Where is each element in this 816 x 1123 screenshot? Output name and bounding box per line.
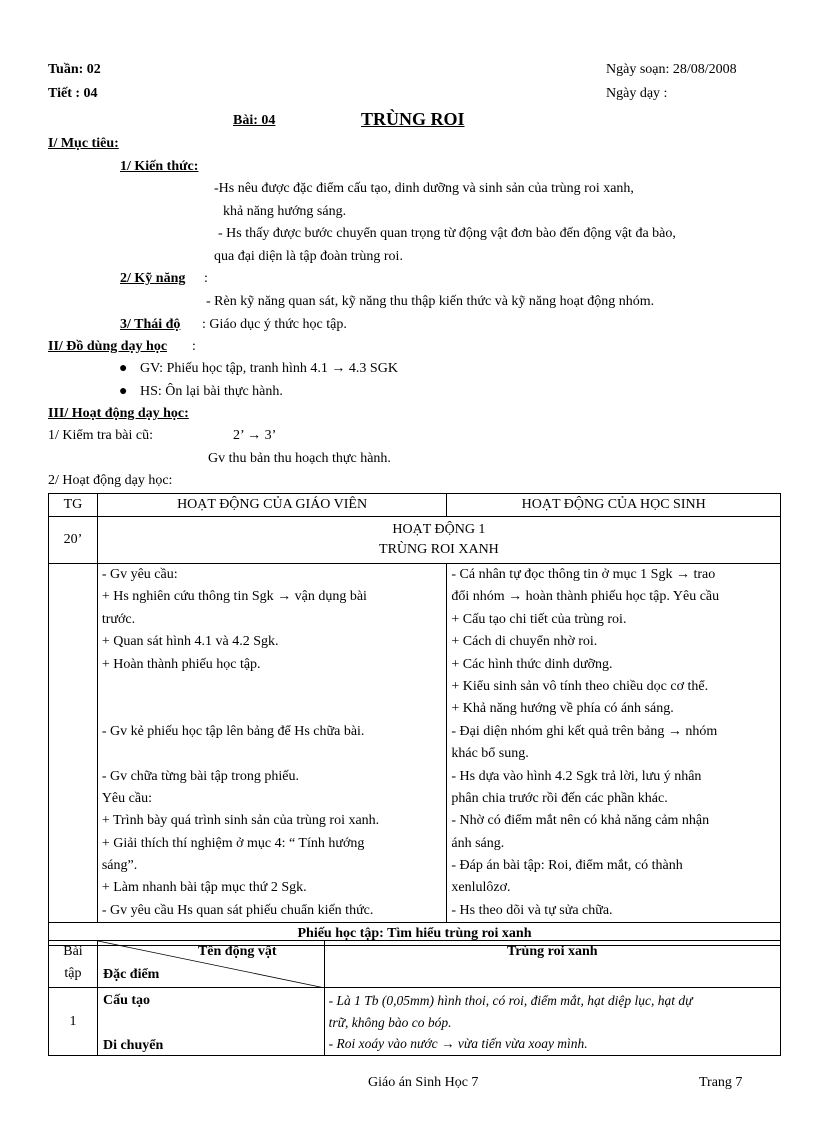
student-line: - Hs dựa vào hình 4.2 Sgk trả lời, lưu ý nhân	[451, 768, 702, 784]
materials-colon: :	[192, 339, 196, 354]
footer-title: Giáo án Sinh Học 7	[368, 1075, 479, 1090]
value-line: - Roi xoáy vào nước → vừa tiến vừa xoay mình.	[328, 1036, 588, 1051]
student-line: đổi nhóm → hoàn thành phiếu học tập. Yêu cầu	[451, 589, 720, 605]
activity-table	[48, 493, 781, 946]
review-label: 1/ Kiểm tra bài cũ:	[48, 428, 153, 443]
worksheet-table	[48, 940, 781, 1056]
materials-heading: II/ Đồ dùng dạy học	[48, 339, 168, 354]
skills-label: 2/ Kỹ năng	[120, 271, 186, 286]
activity-subtitle: TRÙNG ROI XANH	[379, 542, 499, 557]
teacher-line	[98, 698, 447, 720]
bullet-icon: ●	[119, 361, 128, 376]
teacher-line: + Quan sát hình 4.1 và 4.2 Sgk.	[101, 634, 279, 650]
feature-structure: Cấu tạo	[102, 993, 151, 1008]
feature-names	[97, 988, 324, 1056]
attitude-label: 3/ Thái độ	[120, 317, 181, 332]
week-label: Tuần: 02	[48, 62, 101, 77]
student-line: - Cá nhân tự đọc thông tin ở mục 1 Sgk → trao	[451, 567, 716, 582]
feature-label: Đặc điểm	[102, 967, 160, 982]
knowledge-line: qua đại diện là tập đoàn trùng roi.	[214, 249, 403, 264]
knowledge-label: 1/ Kiến thức:	[120, 159, 199, 174]
materials-item: HS: Ôn lại bài thực hành.	[140, 384, 283, 399]
teacher-line: - Gv kẻ phiếu học tập lên bảng để Hs chữa bài.	[101, 723, 365, 739]
student-line: + Kiểu sinh sản vô tính theo chiều dọc cơ thể.	[451, 678, 709, 694]
worksheet-col-diagonal	[97, 941, 324, 988]
species-header: Trùng roi xanh	[324, 941, 780, 988]
header-student: HOẠT ĐỘNG CỦA HỌC SINH	[447, 494, 781, 517]
review-time: 2’ → 3’	[233, 428, 277, 443]
teacher-line: + Trình bày quá trình sinh sản của trùng roi xanh.	[101, 813, 380, 829]
activity-heading	[97, 517, 780, 564]
student-line: + Cấu tạo chi tiết của trùng roi.	[451, 611, 627, 627]
activity-time-empty	[49, 564, 98, 923]
objectives-heading: I/ Mục tiêu:	[48, 136, 119, 151]
teacher-line	[98, 743, 447, 765]
animal-name-label: Tên động vật	[197, 944, 277, 959]
exercise-top: Bài	[63, 944, 83, 959]
teach-date: Ngày dạy :	[606, 86, 668, 101]
teacher-line: Yêu cầu:	[101, 790, 152, 806]
review-note: Gv thu bản thu hoạch thực hành.	[208, 451, 391, 466]
student-line: + Cách di chuyển nhờ roi.	[451, 634, 598, 650]
teacher-line: - Gv chữa từng bài tập trong phiếu.	[101, 768, 299, 784]
header-teacher: HOẠT ĐỘNG CỦA GIÁO VIÊN	[97, 494, 447, 517]
student-line: khác bổ sung.	[451, 746, 529, 762]
feature-values	[324, 988, 780, 1056]
period-label: Tiết : 04	[48, 86, 98, 101]
skills-text: - Rèn kỹ năng quan sát, kỹ năng thu thập kiến thức và kỹ năng hoạt động nhóm.	[206, 294, 655, 309]
teacher-line: - Gv yêu cầu:	[101, 567, 178, 582]
knowledge-line: - Hs thấy được bước chuyển quan trọng từ động vật đơn bào đến động vật đa bào,	[218, 226, 676, 241]
student-line: + Các hình thức dinh dưỡng.	[451, 656, 613, 672]
knowledge-line: -Hs nêu được đặc điểm cấu tạo, dinh dưỡng và sinh sản của trùng roi xanh,	[214, 181, 634, 196]
lesson-number: Bài: 04	[233, 113, 276, 128]
student-line: phân chia trước rồi đến các phần khác.	[451, 790, 668, 806]
header-time: TG	[49, 494, 98, 517]
activities-heading: III/ Hoạt động dạy học:	[48, 406, 189, 421]
teacher-line: + Hs nghiên cứu thông tin Sgk → vận dụng bài	[101, 589, 367, 605]
prep-date: Ngày soạn: 28/08/2008	[606, 62, 737, 77]
student-line: - Đáp án bài tập: Roi, điểm mắt, có thành	[451, 858, 683, 874]
page-number: Trang 7	[699, 1075, 743, 1090]
skills-colon: :	[204, 271, 208, 286]
student-line: - Hs theo dõi và tự sửa chữa.	[451, 902, 613, 918]
student-line: - Nhờ có điểm mắt nên có khả năng cảm nhận	[451, 813, 710, 829]
teaching-label: 2/ Hoạt động dạy học:	[48, 473, 173, 488]
worksheet-title: Phiếu học tập: Tìm hiểu trùng roi xanh	[49, 923, 781, 946]
teacher-line: - Gv yêu cầu Hs quan sát phiếu chuẩn kiến thức.	[101, 902, 374, 918]
row-number: 1	[49, 988, 98, 1056]
feature-movement: Di chuyển	[102, 1038, 164, 1053]
worksheet-col-exercise	[49, 941, 98, 988]
student-line: + Khả năng hướng về phía có ánh sáng.	[451, 701, 674, 717]
materials-item: GV: Phiếu học tập, tranh hình 4.1 → 4.3 SGK	[140, 361, 398, 376]
student-line: xenlulôzơ.	[451, 880, 511, 896]
teacher-column	[97, 564, 447, 923]
student-column	[447, 564, 781, 923]
teacher-line: sáng”.	[101, 858, 138, 874]
teacher-line: trước.	[101, 611, 136, 627]
bullet-icon: ●	[119, 384, 128, 399]
teacher-line: + Hoàn thành phiếu học tập.	[101, 656, 261, 672]
knowledge-line: khả năng hướng sáng.	[223, 204, 347, 219]
teacher-line: + Giải thích thí nghiệm ở mục 4: “ Tính hướng	[101, 835, 365, 851]
lesson-title: TRÙNG ROI	[361, 109, 465, 129]
attitude-text: : Giáo dục ý thức học tập.	[202, 317, 347, 332]
activity-title: HOẠT ĐỘNG 1	[392, 522, 486, 537]
teacher-line: + Làm nhanh bài tập mục thứ 2 Sgk.	[101, 880, 307, 896]
exercise-bottom: tập	[64, 966, 82, 981]
student-line: ánh sáng.	[451, 835, 505, 851]
value-line: - Là 1 Tb (0,05mm) hình thoi, có roi, điểm mắt, hạt diệp lục, hạt dự	[328, 993, 693, 1008]
value-line: trữ, không bào co bóp.	[328, 1014, 452, 1030]
student-line: - Đại diện nhóm ghi kết quả trên bảng → nhóm	[451, 723, 718, 739]
teacher-line	[98, 676, 447, 698]
activity-time: 20’	[49, 517, 98, 564]
